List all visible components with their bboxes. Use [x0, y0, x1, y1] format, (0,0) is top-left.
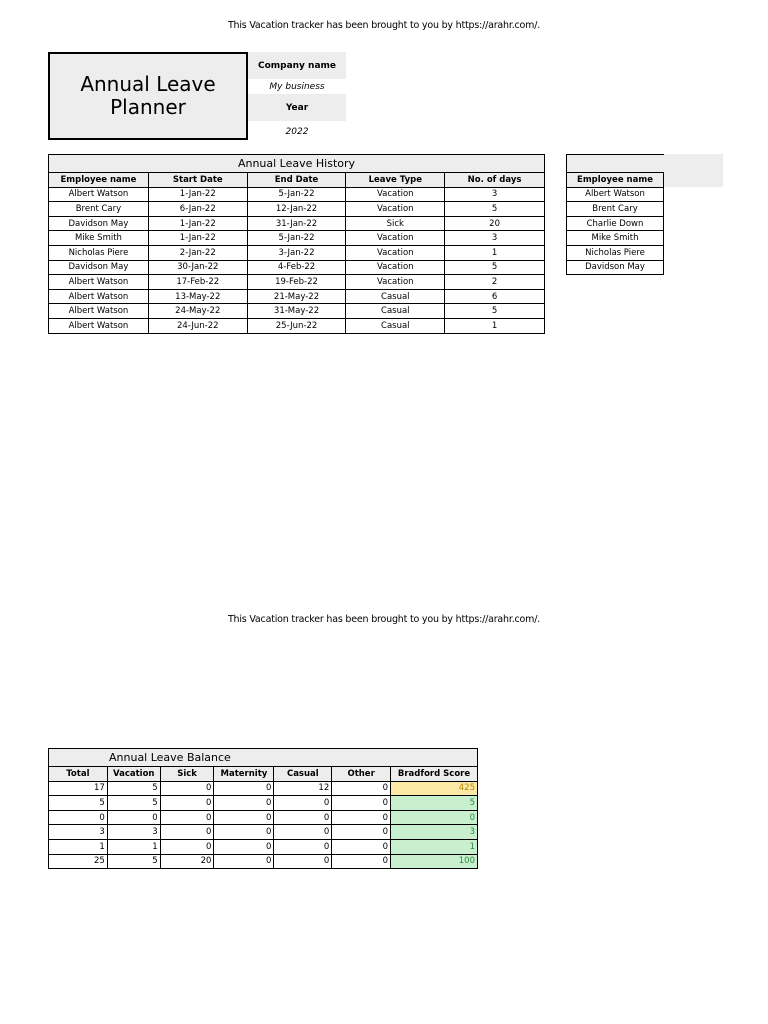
column-header: Casual — [274, 767, 332, 782]
table-row — [49, 187, 545, 202]
employee-name-cell[interactable]: Nicholas Piere — [567, 245, 664, 260]
table-cell: 0 — [214, 825, 274, 840]
table-cell[interactable]: 5 — [445, 260, 545, 275]
table-cell: 0 — [160, 825, 214, 840]
table-cell[interactable]: Vacation — [346, 231, 445, 246]
table-cell: 0 — [107, 810, 160, 825]
bradford-score-cell: 0 — [391, 810, 478, 825]
table-cell: 0 — [160, 796, 214, 811]
table-cell: 0 — [332, 781, 391, 796]
table-cell[interactable]: 30-Jan-22 — [148, 260, 247, 275]
table-cell: 5 — [49, 796, 108, 811]
list-item — [567, 245, 664, 260]
table-cell[interactable]: 2-Jan-22 — [148, 245, 247, 260]
table-cell[interactable]: Vacation — [346, 245, 445, 260]
table-cell[interactable]: 6-Jan-22 — [148, 202, 247, 217]
list-item — [567, 260, 664, 275]
table-cell[interactable]: 5-Jan-22 — [247, 231, 346, 246]
bradford-score-cell: 100 — [391, 854, 478, 869]
table-cell[interactable]: 31-Jan-22 — [247, 216, 346, 231]
table-cell: 0 — [214, 810, 274, 825]
employee-list-table — [566, 154, 664, 275]
column-header: Other — [332, 767, 391, 782]
table-cell[interactable]: Albert Watson — [49, 318, 149, 333]
table-cell[interactable]: Vacation — [346, 202, 445, 217]
table-cell: 0 — [274, 839, 332, 854]
leave-balance-title: Annual Leave Balance — [49, 749, 478, 767]
table-row — [49, 202, 545, 217]
column-header: Bradford Score — [391, 767, 478, 782]
table-cell: 0 — [332, 796, 391, 811]
table-row — [49, 854, 478, 869]
employee-list-spacer — [567, 155, 664, 173]
table-cell[interactable]: Vacation — [346, 187, 445, 202]
table-cell: 25 — [49, 854, 108, 869]
bradford-score-cell: 5 — [391, 796, 478, 811]
table-cell: 0 — [214, 796, 274, 811]
table-cell[interactable]: 4-Feb-22 — [247, 260, 346, 275]
table-cell[interactable]: 31-May-22 — [247, 304, 346, 319]
company-name-label: Company name — [248, 52, 346, 79]
column-header: Start Date — [148, 173, 247, 188]
table-cell: 0 — [214, 781, 274, 796]
leave-history-table — [48, 154, 545, 334]
table-cell[interactable]: 3-Jan-22 — [247, 245, 346, 260]
table-cell: 5 — [107, 854, 160, 869]
table-cell[interactable]: Vacation — [346, 260, 445, 275]
table-cell: 1 — [107, 839, 160, 854]
table-cell[interactable]: Davidson May — [49, 216, 149, 231]
table-cell[interactable]: Brent Cary — [49, 202, 149, 217]
planner-title — [48, 52, 248, 140]
table-cell: 12 — [274, 781, 332, 796]
table-cell[interactable]: 6 — [445, 289, 545, 304]
table-cell[interactable]: 1-Jan-22 — [148, 187, 247, 202]
table-cell[interactable]: Albert Watson — [49, 289, 149, 304]
column-header: No. of days — [445, 173, 545, 188]
column-header: Sick — [160, 767, 214, 782]
table-cell[interactable]: 2 — [445, 275, 545, 290]
table-cell: 1 — [49, 839, 108, 854]
employee-name-cell[interactable]: Albert Watson — [567, 187, 664, 202]
table-cell[interactable]: Vacation — [346, 275, 445, 290]
table-cell: 0 — [49, 810, 108, 825]
bradford-score-cell: 425 — [391, 781, 478, 796]
table-cell[interactable]: 21-May-22 — [247, 289, 346, 304]
table-row — [49, 304, 545, 319]
list-item — [567, 202, 664, 217]
table-cell: 0 — [160, 810, 214, 825]
column-header: End Date — [247, 173, 346, 188]
employee-name-cell[interactable]: Charlie Down — [567, 216, 664, 231]
table-cell: 0 — [274, 810, 332, 825]
table-cell: 0 — [332, 854, 391, 869]
table-cell: 3 — [49, 825, 108, 840]
table-cell[interactable]: 1-Jan-22 — [148, 231, 247, 246]
table-cell[interactable]: Albert Watson — [49, 187, 149, 202]
table-cell[interactable]: 19-Feb-22 — [247, 275, 346, 290]
leave-history-title: Annual Leave History — [49, 155, 545, 173]
planner-title-line2: Planner — [110, 95, 186, 119]
table-row — [49, 216, 545, 231]
leave-balance-table — [48, 748, 478, 869]
column-header: Total — [49, 767, 108, 782]
company-name-value[interactable]: My business — [269, 81, 325, 92]
table-cell: 0 — [214, 854, 274, 869]
table-row — [49, 796, 478, 811]
table-cell: 0 — [274, 854, 332, 869]
table-cell: 0 — [274, 825, 332, 840]
table-cell: 0 — [332, 839, 391, 854]
list-item — [567, 187, 664, 202]
table-header-row — [49, 767, 478, 782]
column-header: Maternity — [214, 767, 274, 782]
table-cell: 0 — [214, 839, 274, 854]
column-header: Leave Type — [346, 173, 445, 188]
table-cell[interactable]: 17-Feb-22 — [148, 275, 247, 290]
table-row — [49, 231, 545, 246]
table-row — [49, 318, 545, 333]
table-cell: 17 — [49, 781, 108, 796]
table-cell[interactable]: 1 — [445, 245, 545, 260]
employee-list-header: Employee name — [567, 173, 664, 188]
table-cell[interactable]: Casual — [346, 289, 445, 304]
employee-name-cell[interactable]: Brent Cary — [567, 202, 664, 217]
table-cell[interactable]: Albert Watson — [49, 304, 149, 319]
table-row — [49, 275, 545, 290]
table-cell[interactable]: 3 — [445, 187, 545, 202]
table-cell[interactable]: 5 — [445, 304, 545, 319]
table-cell[interactable]: 20 — [445, 216, 545, 231]
table-cell[interactable]: Albert Watson — [49, 275, 149, 290]
planner-title-line1: Annual Leave — [80, 72, 216, 96]
table-row — [49, 825, 478, 840]
table-cell: 0 — [332, 825, 391, 840]
table-cell[interactable]: 5 — [445, 202, 545, 217]
attribution-note: This Vacation tracker has been brought to you by https://arahr.com/. — [227, 20, 541, 31]
table-cell: 0 — [160, 839, 214, 854]
table-header-row — [49, 173, 545, 188]
table-cell[interactable]: Casual — [346, 304, 445, 319]
table-cell[interactable]: Nicholas Piere — [49, 245, 149, 260]
table-cell: 0 — [160, 781, 214, 796]
attribution-note-bottom: This Vacation tracker has been brought to you by https://arahr.com/. — [227, 614, 541, 625]
year-label: Year — [248, 94, 346, 121]
table-cell[interactable]: 13-May-22 — [148, 289, 247, 304]
table-row — [49, 245, 545, 260]
table-cell[interactable]: 12-Jan-22 — [247, 202, 346, 217]
year-value[interactable]: 2022 — [285, 126, 309, 137]
table-cell[interactable]: 25-Jun-22 — [247, 318, 346, 333]
table-cell[interactable]: 24-Jun-22 — [148, 318, 247, 333]
table-cell: 5 — [107, 781, 160, 796]
column-header: Employee name — [49, 173, 149, 188]
table-row — [49, 810, 478, 825]
employee-name-cell[interactable]: Mike Smith — [567, 231, 664, 246]
table-cell[interactable]: 3 — [445, 231, 545, 246]
table-cell: 5 — [107, 796, 160, 811]
table-row — [49, 781, 478, 796]
table-cell[interactable]: 1 — [445, 318, 545, 333]
bradford-score-cell: 1 — [391, 839, 478, 854]
table-row — [49, 839, 478, 854]
table-cell: 0 — [332, 810, 391, 825]
table-cell[interactable]: 24-May-22 — [148, 304, 247, 319]
table-cell[interactable]: 1-Jan-22 — [148, 216, 247, 231]
list-item — [567, 231, 664, 246]
column-header: Vacation — [107, 767, 160, 782]
table-cell: 3 — [107, 825, 160, 840]
table-cell[interactable]: 5-Jan-22 — [247, 187, 346, 202]
table-cell[interactable]: Mike Smith — [49, 231, 149, 246]
employee-name-cell[interactable]: Davidson May — [567, 260, 664, 275]
bradford-score-cell: 3 — [391, 825, 478, 840]
table-cell[interactable]: Davidson May — [49, 260, 149, 275]
table-row — [49, 289, 545, 304]
table-cell: 0 — [274, 796, 332, 811]
table-cell[interactable]: Casual — [346, 318, 445, 333]
table-row — [49, 260, 545, 275]
table-cell: 20 — [160, 854, 214, 869]
list-item — [567, 216, 664, 231]
table-cell[interactable]: Sick — [346, 216, 445, 231]
